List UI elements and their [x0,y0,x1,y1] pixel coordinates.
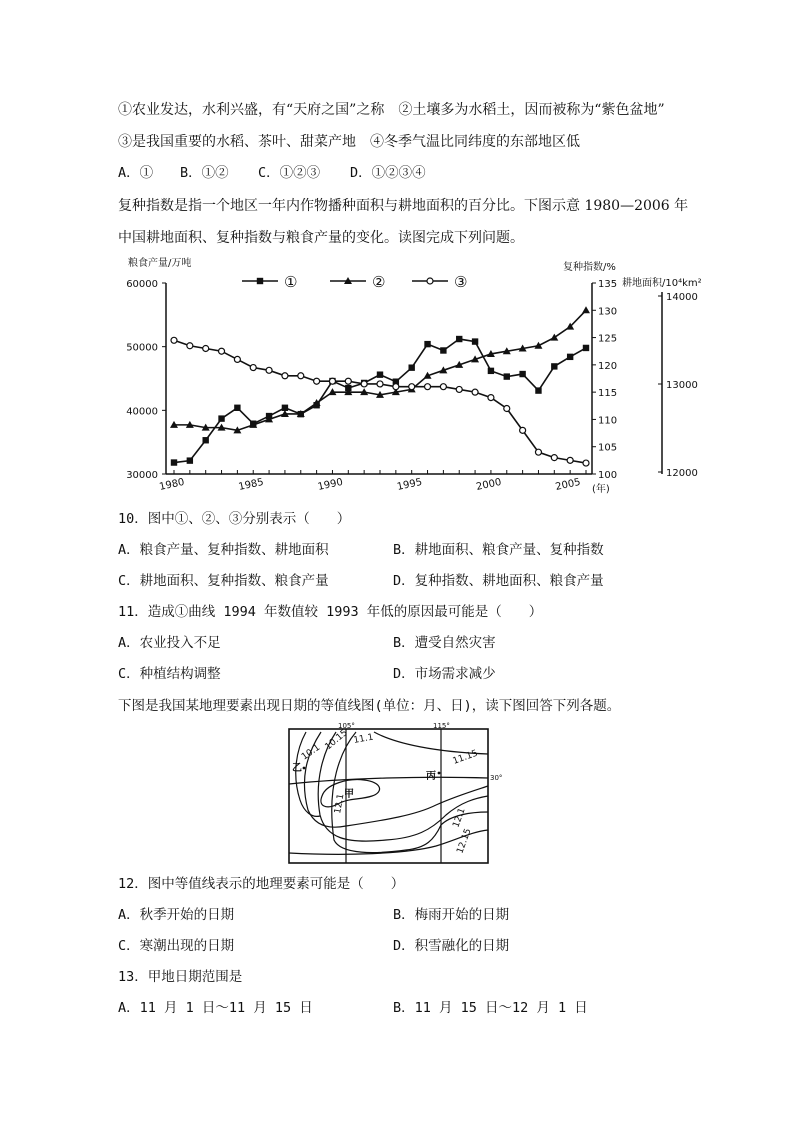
intro1-line2: 中国耕地面积、复种指数与粮食产量的变化。读图完成下列问题。 [118,230,524,246]
series-3-point [361,381,367,387]
series-3-point [314,378,320,384]
series-3-point [520,427,526,433]
prev-question-line1: ①农业发达，水利兴盛，有“天府之国”之称 ②土壤多为水稻土，因而被称为“紫色盆地” [118,102,665,118]
q13-stem: 13．甲地日期范围是 [118,969,243,985]
series-2-point [550,334,558,341]
q13-option-a: A．11 月 1 日～11 月 15 日 [118,1000,313,1016]
series-3-point [535,449,541,455]
series-1-point [535,387,541,393]
place-label-yi: 乙 [292,763,302,774]
series-1-point [187,457,193,463]
series-3-point [187,343,193,349]
series-3-point [377,381,383,387]
series-3-point [298,373,304,379]
right1-tick-label: 135 [598,279,618,290]
series-1-point [488,368,494,374]
contour-label-12-1-east: 12.1 [451,806,468,830]
right1-tick-label: 105 [598,442,618,454]
series-1-point [218,415,224,421]
x-tick-label: 2000 [475,476,503,493]
right1-tick-label: 130 [598,306,618,318]
q11-option-a: A．农业投入不足 [118,635,221,651]
legend-label: ① [284,273,298,291]
series-3-point [345,378,351,384]
series-3-point [551,455,557,461]
series-line-2 [174,310,586,430]
q11-option-b: B．遭受自然灾害 [393,635,496,651]
x-axis-label: (年) [592,484,610,495]
q10-option-a: A．粮食产量、复种指数、耕地面积 [118,542,329,558]
q12-option-b: B．梅雨开始的日期 [393,907,510,923]
intro2: 下图是我国某地理要素出现日期的等值线图(单位：月、日)，读下图回答下列各题。 [118,698,621,714]
q13-option-b: B．11 月 15 日～12 月 1 日 [393,1000,588,1016]
series-3-point [583,460,589,466]
contour-label-11-15: 11.15 [451,748,480,767]
x-tick-label: 1980 [158,476,186,493]
right2-tick-label: 14000 [666,292,698,303]
prev-option-d: D．①②③④ [350,165,426,181]
legend-marker [257,278,263,284]
series-2-point [582,306,590,313]
series-3-point [472,389,478,395]
q11-option-d: D．市场需求减少 [393,666,496,682]
series-2-point [534,342,542,349]
series-3-point [250,365,256,371]
q10-option-d: D．复种指数、耕地面积、粮食产量 [393,573,604,589]
grain-chart [0,250,794,500]
right1-tick-label: 110 [598,415,618,427]
series-1-point [472,338,478,344]
series-3-point [425,384,431,390]
series-3-point [234,356,240,362]
series-1-point [504,373,510,379]
lon-label-105: 105° [338,722,355,730]
series-1-point [202,437,208,443]
series-3-point [488,395,494,401]
series-3-point [171,337,177,343]
q11-option-c: C．种植结构调整 [118,666,221,682]
right-axis2-label: 耕地面积/10⁴km² [622,278,702,289]
left-tick-label: 50000 [126,342,158,354]
lat-label-30: 30° [490,774,503,782]
series-3-point [567,457,573,463]
series-3-point [393,384,399,390]
series-3-point [440,384,446,390]
intro1-line1: 复种指数是指一个地区一年内作物播种面积与耕地面积的百分比。下图示意 1980—2006 年 [118,198,689,214]
legend-label: ③ [454,273,468,291]
series-3-point [282,373,288,379]
place-label-jia: 甲 [344,789,354,800]
series-1-point [519,371,525,377]
contour-label-10-15: 10.15 [323,728,350,753]
left-axis-label: 粮食产量/万吨 [128,258,192,269]
series-3-point [456,386,462,392]
series-1-point [234,405,240,411]
q12-option-a: A．秋季开始的日期 [118,907,235,923]
legend-marker [427,278,433,284]
right1-tick-label: 115 [598,388,618,400]
q10-stem: 10．图中①、②、③分别表示（ ） [118,511,351,527]
series-3-point [409,384,415,390]
contour-label-12-1-west: 12.1 [333,793,347,815]
right-axis1-label: 复种指数/% [563,262,616,273]
prev-option-a: A．① [118,165,154,181]
prev-option-b: B．①② [180,165,229,181]
left-tick-label: 60000 [126,279,158,290]
series-1-point [424,341,430,347]
series-3-point [504,406,510,412]
place-label-bing: 丙 [426,771,436,782]
right2-tick-label: 12000 [666,468,698,479]
series-3-point [203,345,209,351]
legend-label: ② [372,273,386,291]
series-1-point [583,345,589,351]
q12-option-d: D．积雪融化的日期 [393,938,510,954]
series-1-point [171,459,177,465]
series-1-point [440,347,446,353]
series-1-point [408,364,414,370]
series-1-point [377,371,383,377]
contour-label-11-1: 11.1 [352,732,375,746]
contour-label-10-1: 10.1 [299,742,323,763]
x-tick-label: 2005 [554,476,582,493]
left-tick-label: 40000 [126,406,158,418]
right1-tick-label: 100 [598,470,618,481]
series-3-point [329,378,335,384]
prev-question-line2: ③是我国重要的水稻、茶叶、甜菜产地 ④冬季气温比同纬度的东部地区低 [118,134,580,150]
x-tick-label: 1985 [237,476,265,493]
series-1-point [456,336,462,342]
series-3-point [219,348,225,354]
series-3-point [266,367,272,373]
x-tick-label: 1995 [396,476,424,493]
series-1-point [567,354,573,360]
right1-tick-label: 125 [598,333,618,345]
q11-stem: 11．造成①曲线 1994 年数值较 1993 年低的原因最可能是（ ） [118,604,543,620]
q10-option-c: C．耕地面积、复种指数、粮食产量 [118,573,329,589]
lon-label-115: 115° [433,722,450,730]
q10-option-b: B．耕地面积、粮食产量、复种指数 [393,542,604,558]
left-tick-label: 30000 [126,470,158,481]
q12-stem: 12．图中等值线表示的地理要素可能是（ ） [118,876,405,892]
q12-option-c: C．寒潮出现的日期 [118,938,235,954]
right2-tick-label: 13000 [666,380,698,391]
isoline-map [286,720,503,866]
prev-option-c: C．①②③ [258,165,321,181]
contour-label-12-15: 12.15 [455,827,474,856]
right1-tick-label: 120 [598,360,618,372]
x-tick-label: 1990 [316,476,344,493]
series-1-point [551,363,557,369]
